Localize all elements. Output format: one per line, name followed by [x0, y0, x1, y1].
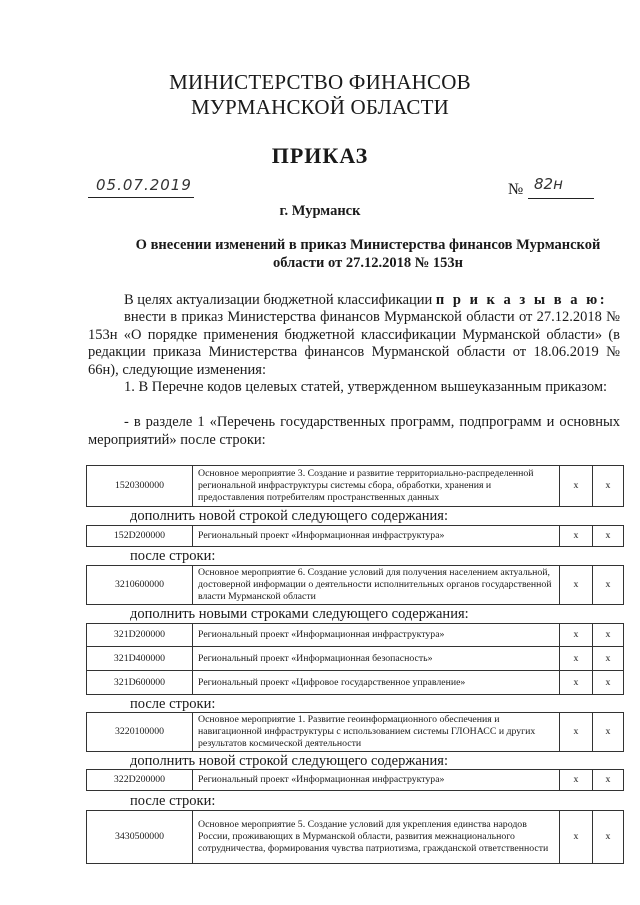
row-name: Основное мероприятие 6. Создание условий для получения населением актуальной, достоверной информации о деятельности исполнительных органов государственной власти Мурманской области — [193, 566, 560, 604]
row-mark-1: x — [560, 566, 593, 604]
row-mark-1: x — [560, 671, 593, 694]
connector-add-one: дополнить новой строкой следующего содержания: — [130, 508, 449, 524]
row-mark-1: x — [560, 526, 593, 546]
order-title: ПРИКАЗ — [271, 143, 369, 168]
paragraph-item-1: 1. В Перечне кодов целевых статей, утвержденном вышеуказанным приказом: — [124, 379, 608, 395]
row-name: Региональный проект «Информационная инфраструктура» — [193, 770, 560, 790]
row-name: Основное мероприятие 3. Создание и развитие территориально-распределенной региональной инфраструктуры системы сбора, обработки, хранения и предоставления потребителям пространственных данных — [193, 466, 560, 506]
row-mark-2: x — [605, 726, 611, 737]
row-mark-2: x — [605, 629, 611, 640]
order-subject: О внесении изменений в приказ Министерства финансов Мурманской области от 27.12.2018 № 153н — [135, 237, 601, 271]
row-mark-2: x — [605, 579, 611, 590]
row-code: 322D200000 — [87, 770, 193, 790]
row-mark-1: x — [560, 624, 593, 646]
row-mark-1: x — [560, 647, 593, 670]
ministry-name-line1: МИНИСТЕРСТВО ФИНАНСОВ — [169, 70, 471, 94]
row-mark-2: x — [605, 676, 611, 688]
row-name: Основное мероприятие 1. Развитие геоинформационного обеспечения и навигационной инфраструктуры с использованием системы ГЛОНАСС и других результатов космической деятельности — [193, 713, 560, 751]
number-sign: № — [508, 181, 524, 198]
row-code: 152D200000 — [87, 526, 193, 546]
intro-command: п р и к а з ы в а ю: — [435, 292, 608, 308]
row-code: 3220100000 — [87, 713, 193, 751]
table-row — [86, 769, 624, 791]
table-row — [86, 565, 624, 605]
connector-after-row: после строки: — [130, 793, 216, 809]
row-code: 1520300000 — [87, 466, 193, 506]
table-row — [86, 647, 624, 671]
table-row — [86, 465, 624, 507]
row-name: Региональный проект «Цифровое государственное управление» — [193, 671, 560, 694]
row-mark-2: x — [605, 652, 611, 664]
connector-add-many: дополнить новыми строками следующего содержания: — [130, 606, 469, 622]
table-row — [86, 623, 624, 647]
ministry-name-line2: МУРМАНСКОЙ ОБЛАСТИ — [191, 95, 449, 119]
row-mark-1: x — [560, 770, 593, 790]
table-row — [86, 525, 624, 547]
number-underline — [528, 198, 594, 199]
row-name: Региональный проект «Информационная безопасность» — [193, 647, 560, 670]
row-mark-1: x — [560, 713, 593, 751]
row-name: Региональный проект «Информационная инфраструктура» — [193, 526, 560, 546]
connector-after-row: после строки: — [130, 696, 216, 712]
row-code: 321D200000 — [87, 624, 193, 646]
table-row — [86, 810, 624, 864]
row-mark-1: x — [560, 466, 593, 506]
row-mark-2: x — [605, 774, 611, 785]
table-row — [86, 671, 624, 695]
paragraph-section-1: - в разделе 1 «Перечень государственных программ, подпрограмм и основных мероприятий» после строки: — [88, 414, 620, 448]
intro-paragraph — [88, 292, 620, 310]
date-underline — [88, 197, 194, 198]
handwritten-number: 82н — [534, 175, 563, 193]
row-mark-1: x — [560, 811, 593, 863]
row-name: Региональный проект «Информационная инфраструктура» — [193, 624, 560, 646]
row-name: Основное мероприятие 5. Создание условий для укрепления единства народов России, проживающих в Мурманской области, развития межнационального сотрудничества, формирования чувства патриотизма, гражданской ответственности — [193, 811, 560, 863]
table-row — [86, 712, 624, 752]
row-mark-2: x — [605, 480, 611, 491]
city: г. Мурманск — [279, 203, 361, 219]
row-code: 321D400000 — [87, 647, 193, 670]
paragraph-amendments: внести в приказ Министерства финансов Мурманской области от 27.12.2018 № 153н «О порядке применения бюджетной классификации Мурманской области» (в редакции приказа Министерства финансов Мурманской области от 18.06.2019 № 66н), следующие изменения: — [88, 309, 620, 378]
connector-after-row: после строки: — [130, 548, 216, 564]
connector-add-one: дополнить новой строкой следующего содержания: — [130, 753, 449, 769]
row-mark-2: x — [605, 831, 611, 842]
row-mark-2: x — [605, 530, 611, 541]
row-code: 321D600000 — [87, 671, 193, 694]
row-code: 3430500000 — [87, 811, 193, 863]
intro-lead: В целях актуализации бюджетной классификации — [124, 292, 433, 308]
row-code: 3210600000 — [87, 566, 193, 604]
handwritten-date: 05.07.2019 — [96, 176, 192, 194]
